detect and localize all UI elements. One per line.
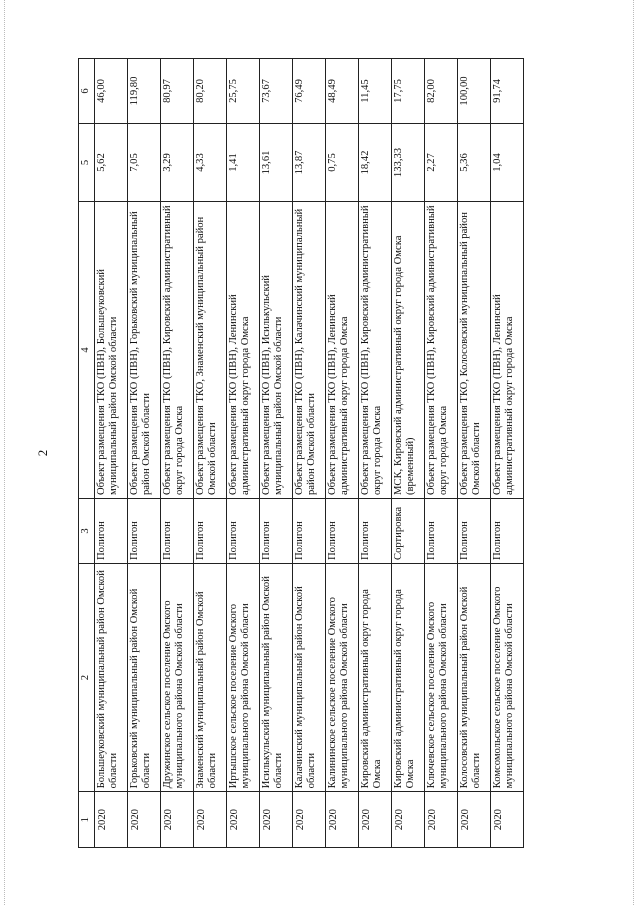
table-cell-location: Большеуковский муниципальный район Омской области (94, 563, 127, 791)
table-cell-col5: 1,04 (490, 124, 523, 202)
table-cell-object: Объект размещения ТКО (ПВН), Большеуковский муниципальный район Омской области (94, 201, 127, 498)
table-cell-col5: 3,29 (160, 124, 193, 202)
table-cell-object: Объект размещения ТКО (ПВН), Ленинский административный округ города Омска (325, 201, 358, 498)
table-cell-col5: 13,61 (259, 124, 292, 202)
table-cell-location: Исилькульский муниципальный район Омской области (259, 563, 292, 791)
scan-edge-left (4, 0, 5, 905)
table-cell-col6: 80,97 (160, 59, 193, 124)
table-cell-type: Полигон (490, 499, 523, 564)
table-body (94, 59, 523, 848)
table-cell-location: Колосовский муниципальный район Омской области (457, 563, 490, 791)
table-cell-type: Полигон (94, 499, 127, 564)
table-cell-col5: 7,05 (127, 124, 160, 202)
column-header: 6 (79, 59, 95, 124)
table-cell-year: 2020 (226, 792, 259, 848)
table-cell-year: 2020 (358, 792, 391, 848)
column-header: 2 (79, 563, 95, 791)
table-cell-object: Объект размещения ТКО (ПВН), Кировский административный округ города Омска (358, 201, 391, 498)
table-row (259, 59, 292, 848)
table-cell-type: Полигон (193, 499, 226, 564)
table-cell-type: Полигон (292, 499, 325, 564)
table-cell-type: Полигон (325, 499, 358, 564)
table-cell-col5: 4,33 (193, 124, 226, 202)
table-row (226, 59, 259, 848)
table-cell-object: Объект размещения ТКО (ПВН), Калачинский муниципальный район Омской области (292, 201, 325, 498)
rotated-table-container (78, 58, 625, 848)
table-cell-type: Сортировка (391, 499, 424, 564)
table-cell-type: Полигон (160, 499, 193, 564)
table-cell-col5: 13,87 (292, 124, 325, 202)
table-cell-location: Кировский административный округ города Омска (391, 563, 424, 791)
table-cell-col5: 133,33 (391, 124, 424, 202)
table-cell-object: Объект размещения ТКО, Знаменский муниципальный район Омской области (193, 201, 226, 498)
table-cell-year: 2020 (292, 792, 325, 848)
table-row (490, 59, 523, 848)
table-cell-year: 2020 (193, 792, 226, 848)
table-cell-type: Полигон (226, 499, 259, 564)
table-cell-col5: 0,75 (325, 124, 358, 202)
table-cell-year: 2020 (127, 792, 160, 848)
table-cell-object: Объект размещения ТКО, Колосовский муниципальный район Омской области (457, 201, 490, 498)
table-cell-col6: 80,20 (193, 59, 226, 124)
table-cell-col6: 73,67 (259, 59, 292, 124)
table-cell-col6: 48,49 (325, 59, 358, 124)
scan-edge-right (633, 0, 634, 905)
table-cell-year: 2020 (325, 792, 358, 848)
table-cell-col6: 119,80 (127, 59, 160, 124)
table-cell-location: Ключевское сельское поселение Омского муниципального района Омской области (424, 563, 457, 791)
column-header: 1 (79, 792, 95, 848)
table-row (292, 59, 325, 848)
table-cell-object: Объект размещения ТКО (ПВН), Кировский административный округ города Омска (160, 201, 193, 498)
table-cell-object: Объект размещения ТКО (ПВН), Кировский административный округ города Омска (424, 201, 457, 498)
table-cell-object: Объект размещения ТКО (ПВН), Ленинский административный округ города Омска (490, 201, 523, 498)
table-cell-col5: 1,41 (226, 124, 259, 202)
table-cell-object: Объект размещения ТКО (ПВН), Исилькульский муниципальный район Омской области (259, 201, 292, 498)
table-cell-col5: 5,62 (94, 124, 127, 202)
table-row (391, 59, 424, 848)
table-cell-col6: 25,75 (226, 59, 259, 124)
table-cell-location: Калининское сельское поселение Омского муниципального района Омской области (325, 563, 358, 791)
column-header: 3 (79, 499, 95, 564)
table-cell-col5: 18,42 (358, 124, 391, 202)
table-cell-location: Калачинский муниципальный район Омской области (292, 563, 325, 791)
table-cell-object: Объект размещения ТКО (ПВН), Горьковский муниципальный район Омской области (127, 201, 160, 498)
data-table (78, 58, 524, 848)
table-cell-col5: 2,27 (424, 124, 457, 202)
table-cell-year: 2020 (391, 792, 424, 848)
table-cell-col6: 11,45 (358, 59, 391, 124)
table-cell-col6: 76,49 (292, 59, 325, 124)
table-cell-col6: 100,00 (457, 59, 490, 124)
table-cell-year: 2020 (424, 792, 457, 848)
table-row (358, 59, 391, 848)
table-cell-col6: 17,75 (391, 59, 424, 124)
table-cell-year: 2020 (457, 792, 490, 848)
table-header-row (79, 59, 95, 848)
page-number: 2 (35, 449, 50, 457)
table-cell-location: Иртышское сельское поселение Омского муниципального района Омской области (226, 563, 259, 791)
table-cell-type: Полигон (457, 499, 490, 564)
table-row (94, 59, 127, 848)
table-cell-location: Горьковский муниципальный район Омской области (127, 563, 160, 791)
table-row (160, 59, 193, 848)
table-cell-object: Объект размещения ТКО (ПВН), Ленинский административный округ города Омска (226, 201, 259, 498)
table-row (193, 59, 226, 848)
table-cell-col6: 82,00 (424, 59, 457, 124)
table-cell-location: Дружинское сельское поселение Омского муниципального района Омской области (160, 563, 193, 791)
column-header: 4 (79, 201, 95, 498)
table-cell-location: Кировский административный округ города Омска (358, 563, 391, 791)
table-cell-year: 2020 (94, 792, 127, 848)
table-cell-type: Полигон (259, 499, 292, 564)
table-cell-object: МСК, Кировский административный округ города Омска (временный) (391, 201, 424, 498)
table-cell-col6: 91,74 (490, 59, 523, 124)
table-cell-type: Полигон (424, 499, 457, 564)
table-row (127, 59, 160, 848)
table-cell-location: Знаменский муниципальный район Омской области (193, 563, 226, 791)
table-cell-type: Полигон (127, 499, 160, 564)
table-row (325, 59, 358, 848)
table-cell-col5: 5,36 (457, 124, 490, 202)
table-cell-year: 2020 (160, 792, 193, 848)
column-header: 5 (79, 124, 95, 202)
table-cell-col6: 46,00 (94, 59, 127, 124)
table-cell-year: 2020 (259, 792, 292, 848)
table-cell-location: Комсомольское сельское поселение Омского муниципального района Омской области (490, 563, 523, 791)
table-row (457, 59, 490, 848)
table-row (424, 59, 457, 848)
table-cell-year: 2020 (490, 792, 523, 848)
table-cell-type: Полигон (358, 499, 391, 564)
